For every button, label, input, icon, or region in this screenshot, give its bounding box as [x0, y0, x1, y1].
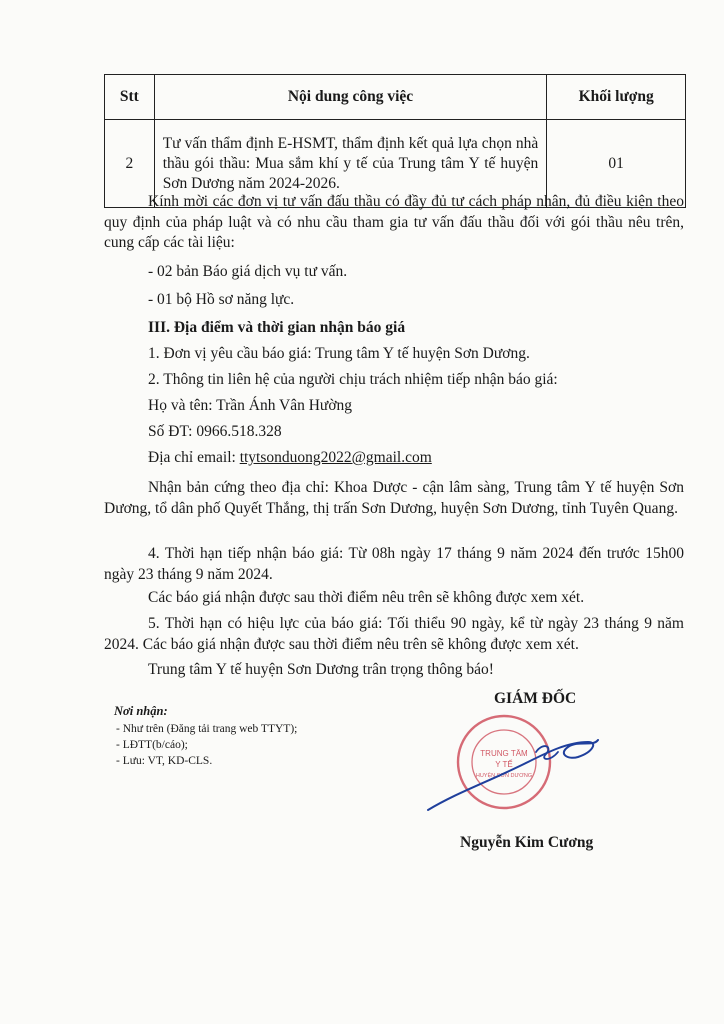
- item-5: 5. Thời hạn có hiệu lực của báo giá: Tối thiểu 90 ngày, kể từ ngày 23 tháng 9 năm 2024. Các báo giá nhận được sau thời điểm nêu trên sẽ không được xem xét.: [104, 615, 684, 653]
- required-doc-1: - 02 bản Báo giá dịch vụ tư vấn.: [148, 263, 348, 280]
- contact-name: Họ và tên: Trần Ánh Vân Hường: [148, 397, 353, 414]
- table-header-row: [105, 75, 686, 120]
- invitation-paragraph: Kính mời các đơn vị tư vấn đấu thầu có đầy đủ tư cách pháp nhân, đủ điều kiện theo quy định của pháp luật và có nhu cầu tham gia tư vấn đấu thầu đối với gói thầu nêu trên, cung cấp các tài liệu:: [104, 193, 684, 251]
- late-note-1: Các báo giá nhận được sau thời điểm nêu trên sẽ không được xem xét.: [148, 589, 585, 606]
- header-content: Nội dung công việc: [154, 75, 547, 120]
- recipient-item: - Lưu: VT, KD-CLS.: [116, 755, 213, 767]
- hardcopy-address: Nhận bản cứng theo địa chỉ: Khoa Dược - cận lâm sàng, Trung tâm Y tế huyện Sơn Dương, tổ dân phố Quyết Thắng, thị trấn Sơn Dương, huyện Sơn Dương, tỉnh Tuyên Quang.: [104, 479, 684, 517]
- contact-email-line: [148, 448, 432, 469]
- closing-line: Trung tâm Y tế huyện Sơn Dương trân trọng thông báo!: [148, 661, 494, 678]
- svg-text:HUYỆN SƠN DƯƠNG: HUYỆN SƠN DƯƠNG: [475, 773, 533, 779]
- signer-name: Nguyễn Kim Cương: [460, 834, 594, 851]
- signature-title: GIÁM ĐỐC: [494, 690, 577, 707]
- item-1: 1. Đơn vị yêu cầu báo giá: Trung tâm Y tế huyện Sơn Dương.: [148, 345, 530, 362]
- official-stamp-signature: [418, 712, 618, 822]
- svg-text:TRUNG TÂM: TRUNG TÂM: [480, 749, 528, 758]
- email-link[interactable]: ttytsonduong2022@gmail.com: [239, 449, 432, 466]
- work-table: [104, 74, 686, 208]
- header-stt: Stt: [105, 75, 155, 120]
- item-4: 4. Thời hạn tiếp nhận báo giá: Từ 08h ngày 17 tháng 9 năm 2024 đến trước 15h00 ngày 23 tháng 9 năm 2024.: [104, 545, 684, 583]
- recipients-title: Nơi nhận:: [114, 704, 168, 718]
- section-3-heading: III. Địa điểm và thời gian nhận báo giá: [148, 319, 406, 336]
- email-label: Địa chỉ email:: [148, 449, 240, 466]
- recipient-item: - LĐTT(b/cáo);: [116, 739, 188, 751]
- recipient-item: - Như trên (Đăng tải trang web TTYT);: [116, 723, 298, 735]
- item-2: 2. Thông tin liên hệ của người chịu trách nhiệm tiếp nhận báo giá:: [148, 371, 558, 388]
- row-qty: 01: [547, 120, 686, 208]
- row-content: Tư vấn thẩm định E-HSMT, thẩm định kết quả lựa chọn nhà thầu gói thầu: Mua sắm khí y tế của Trung tâm Y tế huyện Sơn Dương năm 2024-2026.: [154, 120, 547, 208]
- row-stt: 2: [105, 120, 155, 208]
- svg-text:Y TẾ: Y TẾ: [495, 760, 513, 769]
- contact-phone: Số ĐT: 0966.518.328: [148, 423, 282, 440]
- header-qty: Khối lượng: [547, 75, 686, 120]
- required-doc-2: - 01 bộ Hồ sơ năng lực.: [148, 291, 295, 308]
